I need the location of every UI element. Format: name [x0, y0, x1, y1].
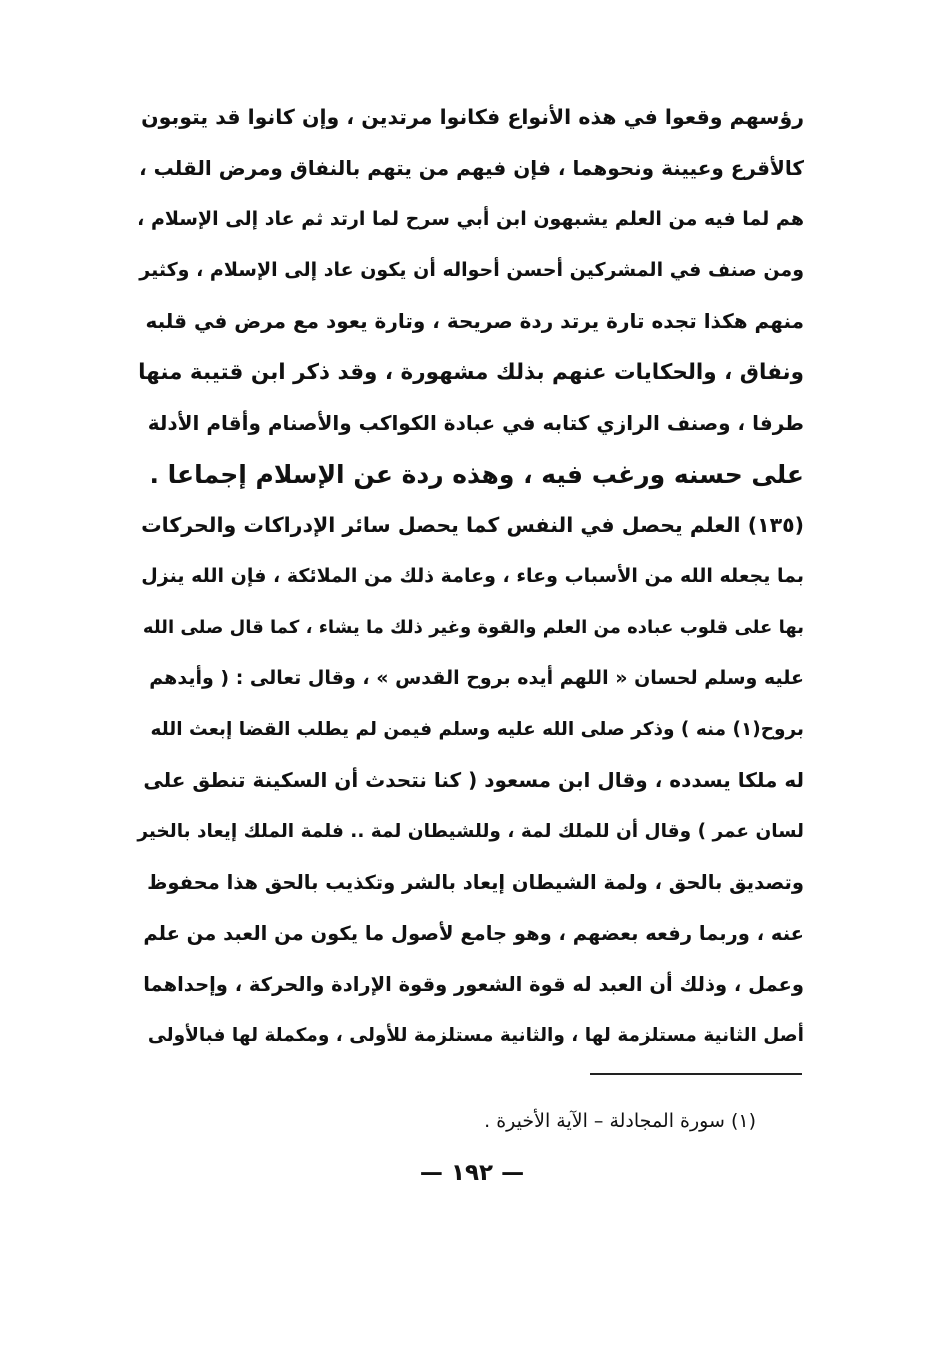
text-line: ومن صنف في المشركين أحسن أحواله أن يكون عاد إلى الإسلام ، وكثير [139, 259, 804, 281]
text-line: أصل الثانية مستلزمة لها ، والثانية مستلزمة للأولى ، ومكملة لها فبالأولى [147, 1025, 804, 1046]
text-line: رؤسهم وقعوا في هذه الأنواع فكانوا مرتدين ، وإن كانوا قد يتوبون [141, 105, 804, 129]
paragraph-1 [134, 92, 804, 500]
text-line: له ملكا يسدده ، وقال ابن مسعود ( كنا نتحدث أن السكينة تنطق على [143, 768, 804, 792]
text-line: هم لما فيه من العلم يشبهون ابن أبي سرح لما ارتد ثم عاد إلى الإسلام ، [137, 208, 804, 230]
text-line: وعمل ، وذلك أن العبد له قوة الشعور وقوة الإرادة والحركة ، وإحداهما [143, 973, 804, 996]
text-line: ونفاق ، والحكايات عنهم بذلك مشهورة ، وقد ذكر ابن قتيبة منها [138, 360, 804, 385]
footnote-divider [590, 1073, 802, 1075]
page-number: — ١٩٢ — [419, 1160, 525, 1186]
footnote: (١) سورة المجادلة – الآية الأخيرة . [484, 1110, 756, 1132]
text-line: بما يجعله الله من الأسباب وعاء ، وعامة ذلك من الملائكة ، فإن الله ينزل [141, 565, 804, 587]
text-line: عليه وسلم لحسان « اللهم أيده بروح القدس » ، وقال تعالى : ( وأيدهم [149, 667, 804, 689]
text-line: على حسنه ورغب فيه ، وهذه ردة عن الإسلام إجماعا . [149, 460, 804, 489]
text-line: كالأقرع وعيينة ونحوهما ، فإن فيهم من يتهم بالنفاق ومرض القلب ، [139, 156, 804, 180]
text-line: (١٣٥) العلم يحصل في النفس كما يحصل سائر الإدراكات والحركات [141, 513, 804, 537]
text-line: لسان عمر ) وقال أن للملك لمة ، وللشيطان لمة .. فلمة الملك إيعاد بالخير [137, 821, 804, 842]
text-line: بروح(١) منه ) وذكر صلى الله عليه وسلم فيمن لم يطلب القضا إبعث الله [150, 719, 804, 740]
text-line: وتصديق بالحق ، ولمة الشيطان إيعاد بالشر وتكذيب بالحق هذا محفوظ [147, 871, 804, 894]
text-line: منهم هكذا تجده تارة يرتد ردة صريحة ، وتارة يعود مع مرض في قلبه [145, 309, 804, 333]
text-line: عنه ، وربما رفعه بعضهم ، وهو جامع لأصول ما يكون من العبد من علم [143, 922, 804, 945]
paragraph-135 [134, 500, 804, 1061]
text-line: طرفا ، وصنف الرازي كتابه في عبادة الكواكب والأصنام وأقام الأدلة [147, 411, 804, 435]
text-line: بها على قلوب عباده من العلم والقوة وغير ذلك ما يشاء ، كما قال صلى الله [142, 617, 804, 638]
